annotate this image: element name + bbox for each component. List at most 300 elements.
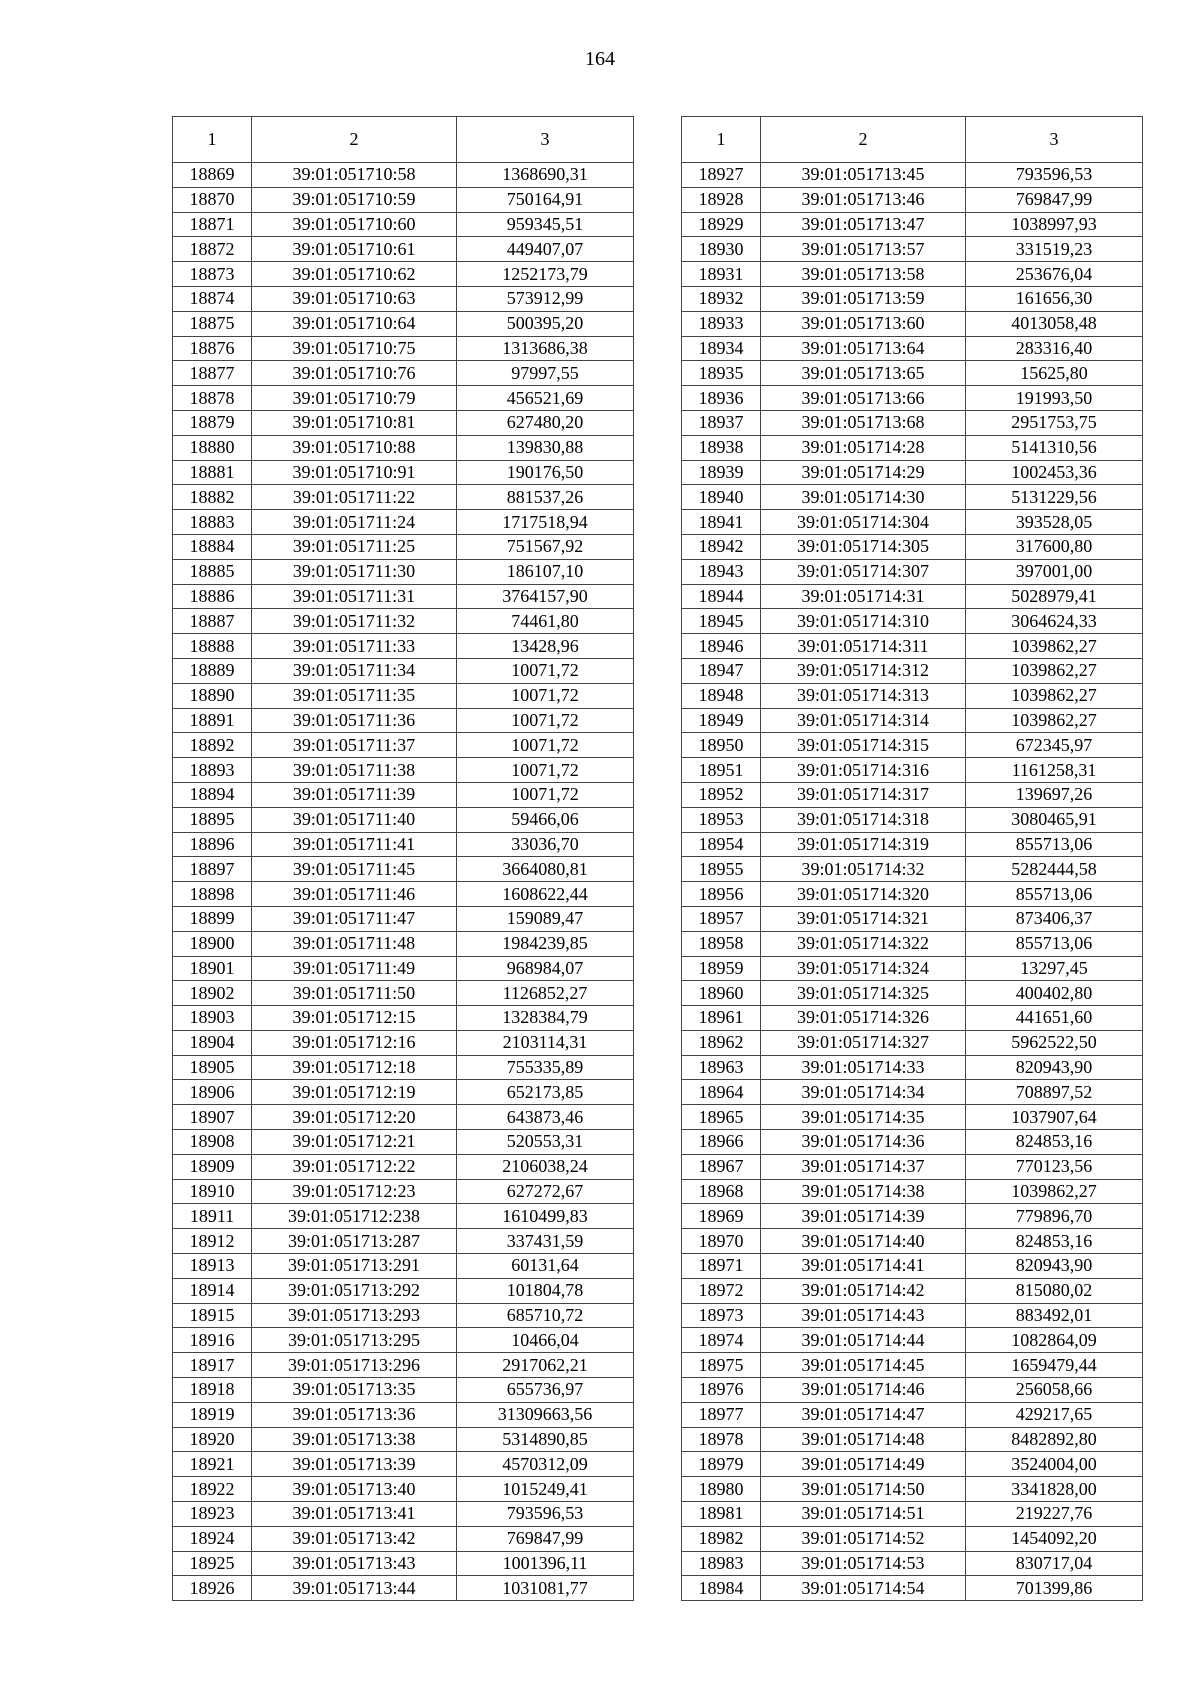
page-number: 164 (585, 48, 615, 70)
table-row (173, 1576, 634, 1601)
cadastral-number-cell: 39:01:051714:41 (761, 1254, 966, 1279)
table-row (682, 286, 1143, 311)
cadastral-number-cell: 39:01:051713:58 (761, 262, 966, 287)
table-row (173, 1402, 634, 1427)
row-number-cell: 18976 (682, 1378, 761, 1403)
row-number-cell: 18881 (173, 460, 252, 485)
cadastral-number-cell: 39:01:051714:322 (761, 931, 966, 956)
value-cell: 779896,70 (966, 1204, 1143, 1229)
cadastral-number-cell: 39:01:051713:68 (761, 410, 966, 435)
table-row (173, 410, 634, 435)
cadastral-number-cell: 39:01:051710:60 (252, 212, 457, 237)
cadastral-number-cell: 39:01:051714:50 (761, 1477, 966, 1502)
cadastral-number-cell: 39:01:051710:75 (252, 336, 457, 361)
table-row (173, 1378, 634, 1403)
value-cell: 10071,72 (457, 782, 634, 807)
row-number-cell: 18962 (682, 1030, 761, 1055)
cadastral-number-cell: 39:01:051714:53 (761, 1551, 966, 1576)
value-cell: 10071,72 (457, 658, 634, 683)
row-number-cell: 18941 (682, 510, 761, 535)
cadastral-number-cell: 39:01:051713:292 (252, 1278, 457, 1303)
row-number-cell: 18891 (173, 708, 252, 733)
cadastral-number-cell: 39:01:051714:324 (761, 956, 966, 981)
value-cell: 793596,53 (966, 163, 1143, 188)
value-cell: 139830,88 (457, 435, 634, 460)
cadastral-number-cell: 39:01:051711:37 (252, 733, 457, 758)
cadastral-number-cell: 39:01:051711:32 (252, 609, 457, 634)
cadastral-number-cell: 39:01:051714:40 (761, 1229, 966, 1254)
value-cell: 655736,97 (457, 1378, 634, 1403)
cadastral-number-cell: 39:01:051714:327 (761, 1030, 966, 1055)
row-number-cell: 18965 (682, 1105, 761, 1130)
cadastral-number-cell: 39:01:051713:47 (761, 212, 966, 237)
value-cell: 701399,86 (966, 1576, 1143, 1601)
value-cell: 873406,37 (966, 906, 1143, 931)
table-row (682, 1254, 1143, 1279)
row-number-cell: 18973 (682, 1303, 761, 1328)
table-row (682, 658, 1143, 683)
cadastral-number-cell: 39:01:051712:15 (252, 1006, 457, 1031)
cadastral-number-cell: 39:01:051713:296 (252, 1353, 457, 1378)
cadastral-number-cell: 39:01:051714:46 (761, 1378, 966, 1403)
value-cell: 13428,96 (457, 634, 634, 659)
row-number-cell: 18947 (682, 658, 761, 683)
table-row (682, 634, 1143, 659)
cadastral-number-cell: 39:01:051710:88 (252, 435, 457, 460)
value-cell: 59466,06 (457, 807, 634, 832)
row-number-cell: 18884 (173, 534, 252, 559)
table-row (173, 435, 634, 460)
row-number-cell: 18873 (173, 262, 252, 287)
cadastral-number-cell: 39:01:051714:45 (761, 1353, 966, 1378)
value-cell: 4570312,09 (457, 1452, 634, 1477)
cadastral-number-cell: 39:01:051713:65 (761, 361, 966, 386)
value-cell: 685710,72 (457, 1303, 634, 1328)
row-number-cell: 18909 (173, 1154, 252, 1179)
row-number-cell: 18875 (173, 311, 252, 336)
row-number-cell: 18906 (173, 1080, 252, 1105)
cadastral-number-cell: 39:01:051714:33 (761, 1055, 966, 1080)
value-cell: 1161258,31 (966, 758, 1143, 783)
row-number-cell: 18912 (173, 1229, 252, 1254)
table-row (173, 807, 634, 832)
table-row (682, 584, 1143, 609)
cadastral-number-cell: 39:01:051714:47 (761, 1402, 966, 1427)
cadastral-number-cell: 39:01:051713:41 (252, 1502, 457, 1527)
cadastral-number-cell: 39:01:051714:320 (761, 882, 966, 907)
cadastral-number-cell: 39:01:051714:37 (761, 1154, 966, 1179)
cadastral-number-cell: 39:01:051710:58 (252, 163, 457, 188)
value-cell: 520553,31 (457, 1130, 634, 1155)
value-cell: 755335,89 (457, 1055, 634, 1080)
cadastral-number-cell: 39:01:051711:35 (252, 683, 457, 708)
value-cell: 1984239,85 (457, 931, 634, 956)
table-row (173, 510, 634, 535)
table-row (682, 1328, 1143, 1353)
column-header-value: 3 (966, 117, 1143, 163)
table-row (173, 1030, 634, 1055)
cadastral-number-cell: 39:01:051714:35 (761, 1105, 966, 1130)
row-number-cell: 18933 (682, 311, 761, 336)
row-number-cell: 18960 (682, 981, 761, 1006)
table-row (682, 683, 1143, 708)
cadastral-number-cell: 39:01:051713:42 (252, 1526, 457, 1551)
table-row (173, 1006, 634, 1031)
row-number-cell: 18915 (173, 1303, 252, 1328)
table-row (173, 832, 634, 857)
cadastral-number-cell: 39:01:051714:28 (761, 435, 966, 460)
value-cell: 4013058,48 (966, 311, 1143, 336)
row-number-cell: 18952 (682, 782, 761, 807)
table-row (682, 435, 1143, 460)
cadastral-number-cell: 39:01:051710:79 (252, 386, 457, 411)
row-number-cell: 18882 (173, 485, 252, 510)
row-number-cell: 18930 (682, 237, 761, 262)
row-number-cell: 18963 (682, 1055, 761, 1080)
table-row (682, 758, 1143, 783)
value-cell: 1039862,27 (966, 708, 1143, 733)
value-cell: 186107,10 (457, 559, 634, 584)
cadastral-number-cell: 39:01:051714:318 (761, 807, 966, 832)
row-number-cell: 18900 (173, 931, 252, 956)
table-row (173, 1551, 634, 1576)
table-row (173, 1353, 634, 1378)
value-cell: 573912,99 (457, 286, 634, 311)
cadastral-number-cell: 39:01:051714:310 (761, 609, 966, 634)
value-cell: 253676,04 (966, 262, 1143, 287)
value-cell: 5314890,85 (457, 1427, 634, 1452)
value-cell: 855713,06 (966, 882, 1143, 907)
table-row (173, 931, 634, 956)
table-row (682, 386, 1143, 411)
cadastral-number-cell: 39:01:051714:305 (761, 534, 966, 559)
cadastral-number-cell: 39:01:051714:32 (761, 857, 966, 882)
value-cell: 1039862,27 (966, 658, 1143, 683)
table-row (682, 460, 1143, 485)
table-row (173, 163, 634, 188)
row-number-cell: 18878 (173, 386, 252, 411)
table-row (173, 584, 634, 609)
row-number-cell: 18924 (173, 1526, 252, 1551)
row-number-cell: 18950 (682, 733, 761, 758)
cadastral-number-cell: 39:01:051713:35 (252, 1378, 457, 1403)
table-row (173, 1105, 634, 1130)
row-number-cell: 18928 (682, 187, 761, 212)
value-cell: 855713,06 (966, 832, 1143, 857)
cadastral-number-cell: 39:01:051711:33 (252, 634, 457, 659)
table-row (682, 1278, 1143, 1303)
table-row (173, 1154, 634, 1179)
table-row (173, 1526, 634, 1551)
table-row (173, 758, 634, 783)
cadastral-number-cell: 39:01:051714:44 (761, 1328, 966, 1353)
row-number-cell: 18946 (682, 634, 761, 659)
value-cell: 190176,50 (457, 460, 634, 485)
value-cell: 855713,06 (966, 931, 1143, 956)
value-cell: 769847,99 (457, 1526, 634, 1551)
value-cell: 10071,72 (457, 683, 634, 708)
value-cell: 5141310,56 (966, 435, 1143, 460)
cadastral-number-cell: 39:01:051711:47 (252, 906, 457, 931)
value-cell: 3524004,00 (966, 1452, 1143, 1477)
row-number-cell: 18934 (682, 336, 761, 361)
row-number-cell: 18931 (682, 262, 761, 287)
cadastral-number-cell: 39:01:051713:66 (761, 386, 966, 411)
value-cell: 15625,80 (966, 361, 1143, 386)
table-row (173, 1328, 634, 1353)
cadastral-number-cell: 39:01:051713:45 (761, 163, 966, 188)
table-row (173, 1278, 634, 1303)
table-row (682, 782, 1143, 807)
row-number-cell: 18895 (173, 807, 252, 832)
cadastral-number-cell: 39:01:051714:312 (761, 658, 966, 683)
row-number-cell: 18969 (682, 1204, 761, 1229)
cadastral-number-cell: 39:01:051714:30 (761, 485, 966, 510)
cadastral-number-cell: 39:01:051714:38 (761, 1179, 966, 1204)
cadastral-number-cell: 39:01:051714:314 (761, 708, 966, 733)
value-cell: 283316,40 (966, 336, 1143, 361)
row-number-cell: 18972 (682, 1278, 761, 1303)
row-number-cell: 18872 (173, 237, 252, 262)
value-cell: 1368690,31 (457, 163, 634, 188)
value-cell: 1454092,20 (966, 1526, 1143, 1551)
row-number-cell: 18970 (682, 1229, 761, 1254)
table-row (173, 906, 634, 931)
row-number-cell: 18949 (682, 708, 761, 733)
value-cell: 652173,85 (457, 1080, 634, 1105)
cadastral-number-cell: 39:01:051711:22 (252, 485, 457, 510)
cadastral-number-cell: 39:01:051710:63 (252, 286, 457, 311)
row-number-cell: 18899 (173, 906, 252, 931)
row-number-cell: 18958 (682, 931, 761, 956)
table-row (682, 1427, 1143, 1452)
value-cell: 10071,72 (457, 733, 634, 758)
value-cell: 627272,67 (457, 1179, 634, 1204)
value-cell: 1313686,38 (457, 336, 634, 361)
cadastral-number-cell: 39:01:051714:315 (761, 733, 966, 758)
row-number-cell: 18914 (173, 1278, 252, 1303)
value-cell: 1037907,64 (966, 1105, 1143, 1130)
cadastral-number-cell: 39:01:051711:25 (252, 534, 457, 559)
table-row (682, 1526, 1143, 1551)
table-row (682, 956, 1143, 981)
row-number-cell: 18903 (173, 1006, 252, 1031)
row-number-cell: 18877 (173, 361, 252, 386)
value-cell: 74461,80 (457, 609, 634, 634)
cadastral-number-cell: 39:01:051712:16 (252, 1030, 457, 1055)
table-row (682, 1402, 1143, 1427)
row-number-cell: 18955 (682, 857, 761, 882)
row-number-cell: 18940 (682, 485, 761, 510)
row-number-cell: 18967 (682, 1154, 761, 1179)
table-row (173, 212, 634, 237)
value-cell: 1608622,44 (457, 882, 634, 907)
row-number-cell: 18945 (682, 609, 761, 634)
cadastral-number-cell: 39:01:051712:20 (252, 1105, 457, 1130)
row-number-cell: 18918 (173, 1378, 252, 1403)
value-cell: 456521,69 (457, 386, 634, 411)
cadastral-number-cell: 39:01:051714:313 (761, 683, 966, 708)
cadastral-number-cell: 39:01:051713:60 (761, 311, 966, 336)
value-cell: 2103114,31 (457, 1030, 634, 1055)
value-cell: 331519,23 (966, 237, 1143, 262)
row-number-cell: 18885 (173, 559, 252, 584)
row-number-cell: 18883 (173, 510, 252, 535)
row-number-cell: 18886 (173, 584, 252, 609)
value-cell: 400402,80 (966, 981, 1143, 1006)
row-number-cell: 18922 (173, 1477, 252, 1502)
row-number-cell: 18948 (682, 683, 761, 708)
cadastral-number-cell: 39:01:051713:291 (252, 1254, 457, 1279)
cadastral-number-cell: 39:01:051714:307 (761, 559, 966, 584)
row-number-cell: 18916 (173, 1328, 252, 1353)
value-cell: 31309663,56 (457, 1402, 634, 1427)
table-row (682, 1353, 1143, 1378)
cadastral-number-cell: 39:01:051711:49 (252, 956, 457, 981)
row-number-cell: 18974 (682, 1328, 761, 1353)
row-number-cell: 18923 (173, 1502, 252, 1527)
table-row (682, 1080, 1143, 1105)
cadastral-number-cell: 39:01:051714:311 (761, 634, 966, 659)
cadastral-number-cell: 39:01:051714:54 (761, 1576, 966, 1601)
value-cell: 751567,92 (457, 534, 634, 559)
row-number-cell: 18920 (173, 1427, 252, 1452)
cadastral-number-cell: 39:01:051714:52 (761, 1526, 966, 1551)
table-row (682, 534, 1143, 559)
cadastral-number-cell: 39:01:051711:39 (252, 782, 457, 807)
value-cell: 3664080,81 (457, 857, 634, 882)
row-number-cell: 18921 (173, 1452, 252, 1477)
row-number-cell: 18979 (682, 1452, 761, 1477)
value-cell: 60131,64 (457, 1254, 634, 1279)
row-number-cell: 18978 (682, 1427, 761, 1452)
cadastral-number-cell: 39:01:051710:76 (252, 361, 457, 386)
value-cell: 441651,60 (966, 1006, 1143, 1031)
row-number-cell: 18913 (173, 1254, 252, 1279)
table-row (682, 1551, 1143, 1576)
row-number-cell: 18896 (173, 832, 252, 857)
row-number-cell: 18983 (682, 1551, 761, 1576)
row-number-cell: 18871 (173, 212, 252, 237)
value-cell: 256058,66 (966, 1378, 1143, 1403)
cadastral-number-cell: 39:01:051711:36 (252, 708, 457, 733)
value-cell: 219227,76 (966, 1502, 1143, 1527)
cadastral-number-cell: 39:01:051710:59 (252, 187, 457, 212)
table-row (682, 410, 1143, 435)
value-cell: 3064624,33 (966, 609, 1143, 634)
table-row (682, 1130, 1143, 1155)
row-number-cell: 18926 (173, 1576, 252, 1601)
row-number-cell: 18951 (682, 758, 761, 783)
table-row (173, 857, 634, 882)
cadastral-number-cell: 39:01:051711:38 (252, 758, 457, 783)
cadastral-number-cell: 39:01:051710:64 (252, 311, 457, 336)
row-number-cell: 18971 (682, 1254, 761, 1279)
table-row (682, 807, 1143, 832)
cadastral-number-cell: 39:01:051710:62 (252, 262, 457, 287)
value-cell: 5282444,58 (966, 857, 1143, 882)
value-cell: 1038997,93 (966, 212, 1143, 237)
row-number-cell: 18925 (173, 1551, 252, 1576)
cadastral-number-cell: 39:01:051713:57 (761, 237, 966, 262)
cadastral-number-cell: 39:01:051714:304 (761, 510, 966, 535)
table-row (173, 1204, 634, 1229)
cadastral-number-cell: 39:01:051714:326 (761, 1006, 966, 1031)
value-cell: 500395,20 (457, 311, 634, 336)
row-number-cell: 18956 (682, 882, 761, 907)
table-row (173, 683, 634, 708)
cadastral-number-cell: 39:01:051713:293 (252, 1303, 457, 1328)
row-number-cell: 18874 (173, 286, 252, 311)
table-row (173, 658, 634, 683)
table-row (682, 1055, 1143, 1080)
value-cell: 449407,07 (457, 237, 634, 262)
table-row (682, 882, 1143, 907)
value-cell: 393528,05 (966, 510, 1143, 535)
value-cell: 1610499,83 (457, 1204, 634, 1229)
row-number-cell: 18929 (682, 212, 761, 237)
value-cell: 959345,51 (457, 212, 634, 237)
table-row (682, 187, 1143, 212)
row-number-cell: 18937 (682, 410, 761, 435)
cadastral-number-cell: 39:01:051713:39 (252, 1452, 457, 1477)
row-number-cell: 18907 (173, 1105, 252, 1130)
row-number-cell: 18870 (173, 187, 252, 212)
value-cell: 3080465,91 (966, 807, 1143, 832)
row-number-cell: 18932 (682, 286, 761, 311)
cadastral-number-cell: 39:01:051713:36 (252, 1402, 457, 1427)
table-row (682, 237, 1143, 262)
table-row (682, 906, 1143, 931)
value-cell: 159089,47 (457, 906, 634, 931)
value-cell: 3764157,90 (457, 584, 634, 609)
table-row (173, 609, 634, 634)
cadastral-number-cell: 39:01:051713:43 (252, 1551, 457, 1576)
table-row (682, 163, 1143, 188)
cadastral-number-cell: 39:01:051710:91 (252, 460, 457, 485)
table-row (173, 336, 634, 361)
value-cell: 1717518,94 (457, 510, 634, 535)
cadastral-number-cell: 39:01:051714:43 (761, 1303, 966, 1328)
table-row (173, 1477, 634, 1502)
row-number-cell: 18893 (173, 758, 252, 783)
value-cell: 1031081,77 (457, 1576, 634, 1601)
value-cell: 97997,55 (457, 361, 634, 386)
row-number-cell: 18890 (173, 683, 252, 708)
value-cell: 627480,20 (457, 410, 634, 435)
row-number-cell: 18977 (682, 1402, 761, 1427)
value-cell: 2951753,75 (966, 410, 1143, 435)
cadastral-number-cell: 39:01:051714:34 (761, 1080, 966, 1105)
cadastral-number-cell: 39:01:051713:64 (761, 336, 966, 361)
row-number-cell: 18905 (173, 1055, 252, 1080)
cadastral-number-cell: 39:01:051711:30 (252, 559, 457, 584)
cadastral-number-cell: 39:01:051712:19 (252, 1080, 457, 1105)
cadastral-number-cell: 39:01:051712:18 (252, 1055, 457, 1080)
value-cell: 8482892,80 (966, 1427, 1143, 1452)
table-row (682, 559, 1143, 584)
value-cell: 337431,59 (457, 1229, 634, 1254)
value-cell: 5028979,41 (966, 584, 1143, 609)
row-number-cell: 18876 (173, 336, 252, 361)
cadastral-number-cell: 39:01:051714:36 (761, 1130, 966, 1155)
cadastral-number-cell: 39:01:051714:31 (761, 584, 966, 609)
value-cell: 317600,80 (966, 534, 1143, 559)
table-row (682, 1477, 1143, 1502)
row-number-cell: 18938 (682, 435, 761, 460)
row-number-cell: 18888 (173, 634, 252, 659)
value-cell: 5131229,56 (966, 485, 1143, 510)
